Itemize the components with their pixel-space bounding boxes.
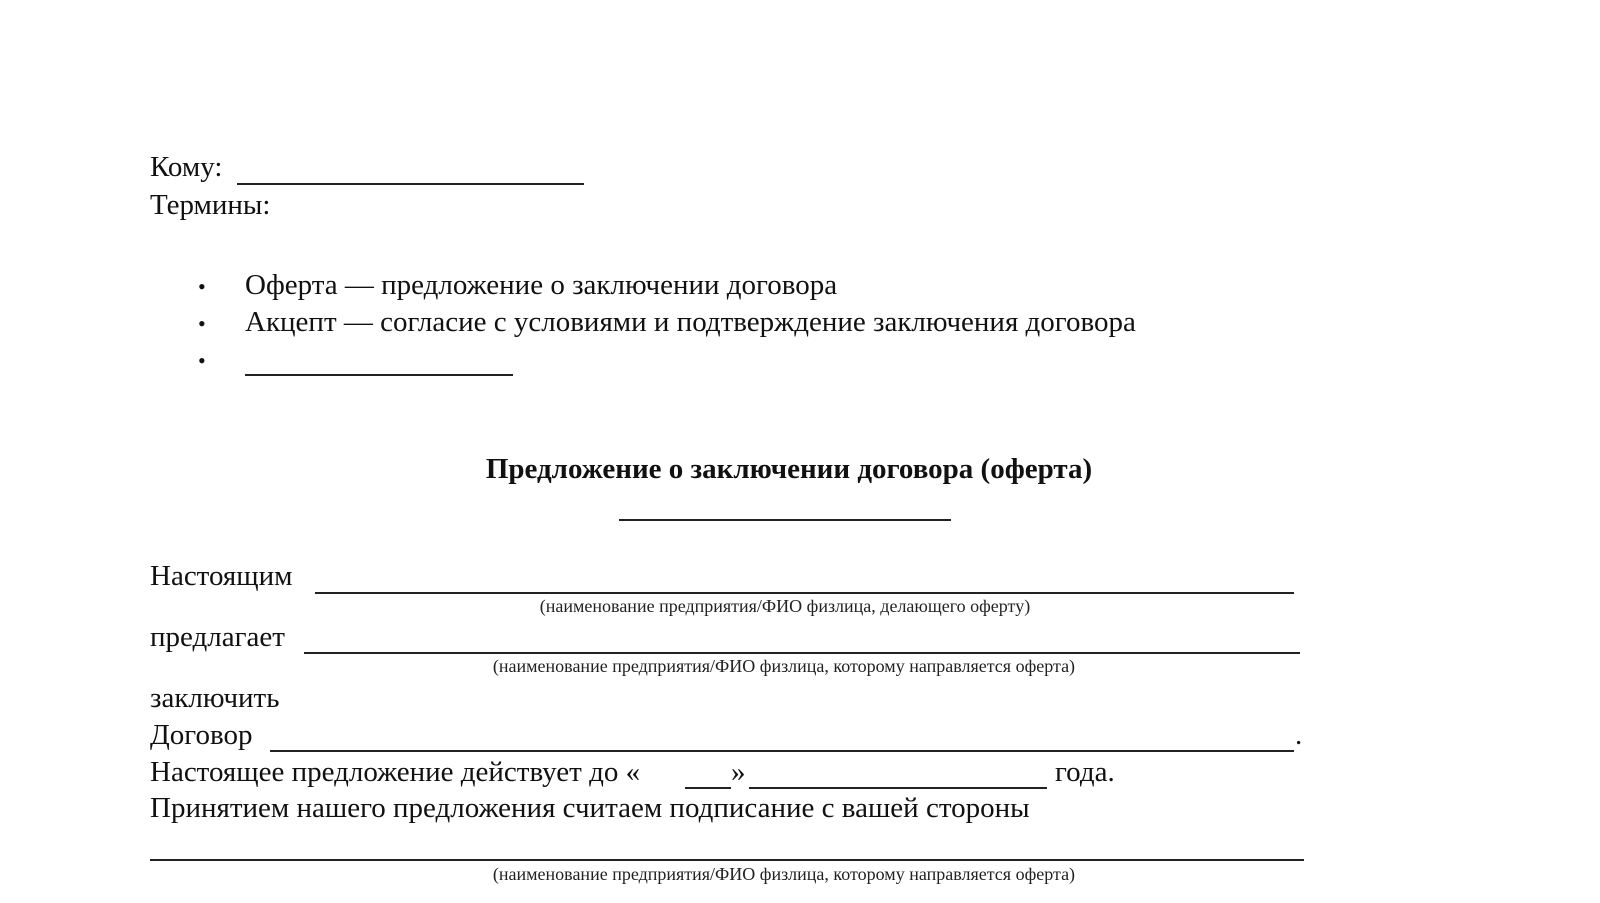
valid-until-prefix: Настоящее предложение действует до « bbox=[150, 756, 641, 788]
hereby-label: Настоящим bbox=[150, 560, 293, 592]
offeror-name-field[interactable] bbox=[315, 592, 1294, 594]
valid-month-year-field[interactable] bbox=[749, 787, 1047, 789]
valid-day-field[interactable] bbox=[685, 787, 731, 789]
to-blank-field[interactable] bbox=[237, 183, 584, 185]
proposes-label: предлагает bbox=[150, 621, 285, 653]
bullet-icon: • bbox=[198, 311, 206, 336]
to-label: Кому: bbox=[150, 151, 223, 183]
title-number-blank[interactable] bbox=[619, 519, 951, 521]
term-offer: Оферта — предложение о заключении договора bbox=[245, 269, 838, 301]
bullet-icon: • bbox=[198, 274, 206, 299]
term-blank-field[interactable] bbox=[245, 374, 513, 376]
offeror-caption: (наименование предприятия/ФИО физлица, делающего оферту) bbox=[539, 596, 1031, 616]
terms-label: Термины: bbox=[150, 189, 271, 221]
offeree-name-field[interactable] bbox=[304, 652, 1300, 654]
valid-until-suffix: года. bbox=[1055, 756, 1115, 788]
contract-period: . bbox=[1295, 719, 1303, 751]
term-acceptance: Акцепт — согласие с условиями и подтверждение заключения договора bbox=[245, 306, 1136, 338]
bullet-icon: • bbox=[198, 348, 206, 373]
conclude-label: заключить bbox=[150, 682, 280, 714]
offeree-caption: (наименование предприятия/ФИО физлица, которому направляется оферта) bbox=[492, 656, 1076, 676]
acceptor-name-field[interactable] bbox=[150, 859, 1304, 861]
acceptance-text: Принятием нашего предложения считаем подписание с вашей стороны bbox=[150, 792, 1030, 824]
acceptor-caption: (наименование предприятия/ФИО физлица, которому направляется оферта) bbox=[492, 864, 1076, 884]
contract-name-field[interactable] bbox=[270, 750, 1294, 752]
valid-until-middle: » bbox=[731, 756, 746, 788]
document-title: Предложение о заключении договора (оферта) bbox=[485, 453, 1093, 485]
contract-label: Договор bbox=[150, 719, 253, 751]
